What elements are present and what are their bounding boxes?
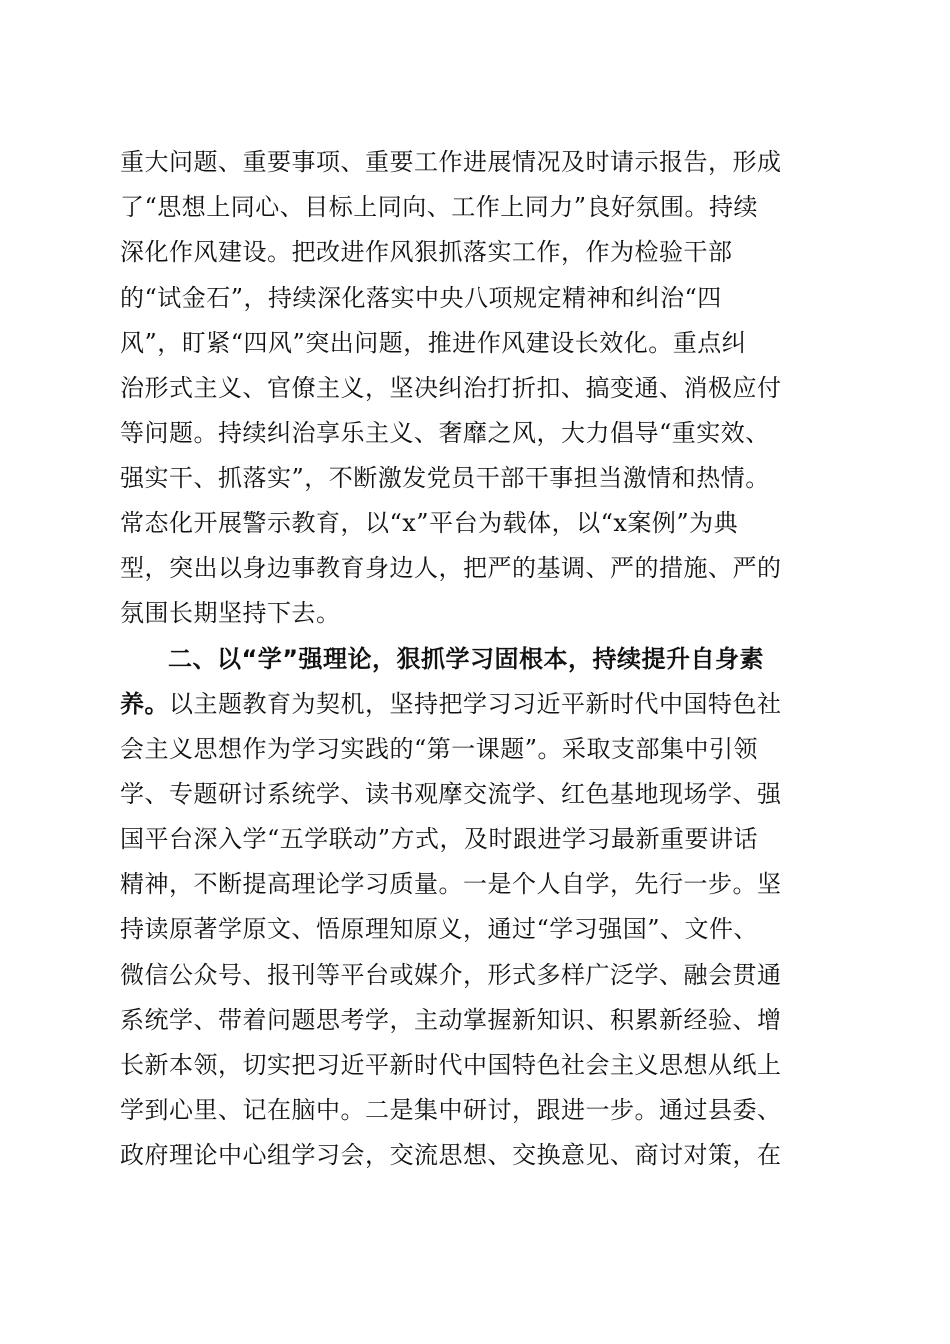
paragraph-line: 氛围长期坚持下去。 [120, 599, 341, 627]
paragraph-line: 政府理论中心组学习会，交流思想、交换意见、商讨对策，在 [120, 1141, 782, 1169]
section-heading: 二、以“学”强理论，狠抓学习固根本，持续提升自身素 [168, 645, 765, 673]
section-body-start: 以主题教育为契机，坚持把学习习近平新时代中国特色社 [169, 690, 782, 718]
paragraph-line: 长新本领，切实把习近平新时代中国特色社会主义思想从纸上 [120, 1051, 782, 1079]
paragraph-line: 型，突出以身边事教育身边人，把严的基调、严的措施、严的 [120, 554, 782, 582]
paragraph-line: 常态化开展警示教育，以“x”平台为载体，以“x案例”为典 [120, 509, 739, 537]
paragraph-line: 风”，盯紧“四风”突出问题，推进作风建设长效化。重点纠 [120, 329, 747, 357]
paragraph-line: 学、专题研讨系统学、读书观摩交流学、红色基地现场学、强 [120, 780, 782, 808]
paragraph-line: 微信公众号、报刊等平台或媒介，形式多样广泛学、融会贯通 [120, 961, 782, 989]
paragraph-line: 的“试金石”，持续深化落实中央八项规定精神和纠治“四 [120, 284, 722, 312]
paragraph-line: 了“思想上同心、目标上同向、工作上同力”良好氛围。持续 [120, 193, 759, 221]
paragraph-line: 国平台深入学“五学联动”方式，及时跟进学习最新重要讲话 [120, 825, 759, 853]
section-heading-end: 养。 [120, 690, 169, 718]
paragraph-line: 治形式主义、官僚主义，坚决纠治打折扣、搞变通、消极应付 [120, 374, 782, 402]
paragraph-line: 会主义思想作为学习实践的“第一课题”。采取支部集中引领 [120, 735, 759, 763]
paragraph-line: 等问题。持续纠治享乐主义、奢靡之风，大力倡导“重实效、 [120, 419, 770, 447]
paragraph-line: 学到心里、记在脑中。二是集中研讨，跟进一步。通过县委、 [120, 1096, 782, 1124]
paragraph-line: 精神，不断提高理论学习质量。一是个人自学，先行一步。坚 [120, 870, 782, 898]
section-heading-continuation [120, 682, 782, 726]
paragraph-line: 持读原著学原文、悟原理知原义，通过“学习强国”、文件、 [120, 915, 759, 943]
paragraph-line: 强实干、抓落实”，不断激发党员干部干事担当激情和热情。 [120, 464, 770, 492]
paragraph-line: 系统学、带着问题思考学，主动掌握新知识、积累新经验、增 [120, 1006, 782, 1034]
paragraph-line: 重大问题、重要事项、重要工作进展情况及时请示报告，形成 [120, 148, 782, 176]
paragraph-line: 深化作风建设。把改进作风狠抓落实工作，作为检验干部 [120, 238, 733, 266]
